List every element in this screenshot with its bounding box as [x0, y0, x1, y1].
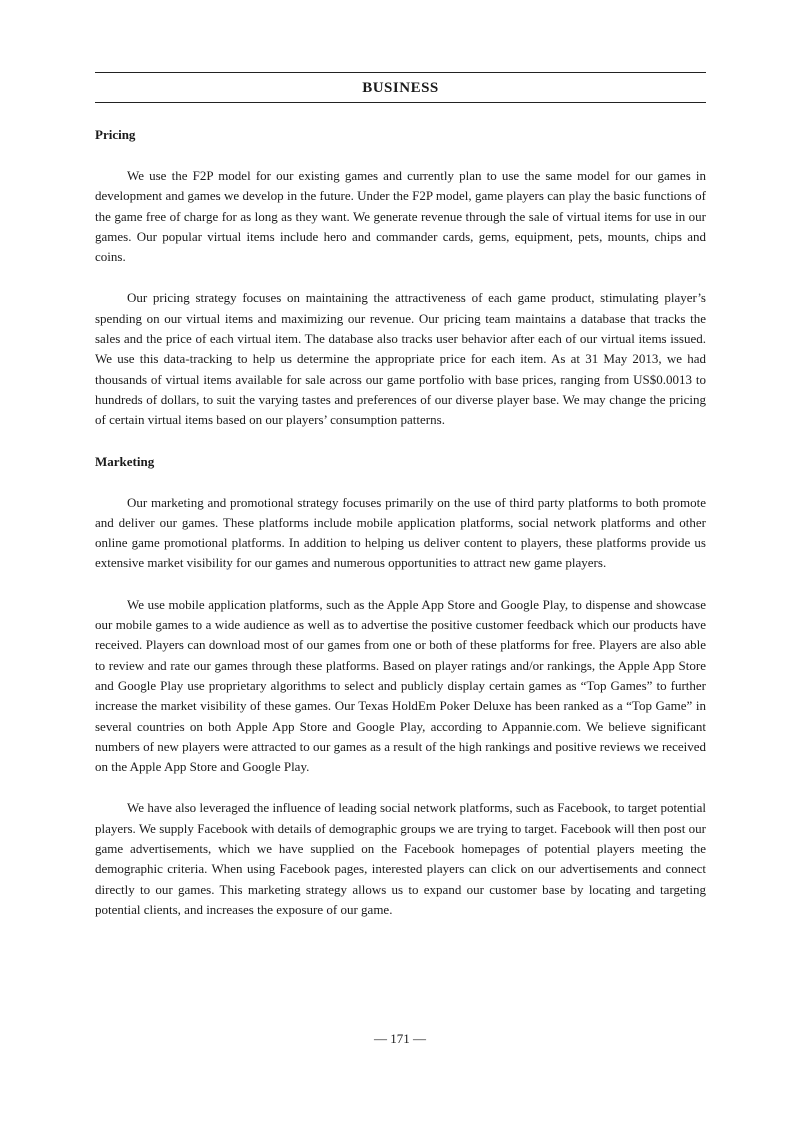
pricing-paragraph-2: Our pricing strategy focuses on maintaining the attractiveness of each game product, stimulating player’s spending on our virtual items and maximizing our revenue. Our pricing team maintains a database that tracks the sales and the price of each virtual item. The database also tracks user behavior after each of our virtual items issued. We use this data-tracking to help us determine the appropriate price for each item. As at 31 May 2013, we had thousands of virtual items available for sale across our game portfolio with base prices, ranging from US$0.0013 to hundreds of dollars, to suit the varying tastes and preferences of our diverse player base. We may change the pricing of certain virtual items based on our players’ consumption patterns. [95, 290, 706, 428]
section-heading-marketing: Marketing [95, 453, 155, 469]
document-body [95, 125, 706, 920]
pricing-paragraph-1: We use the F2P model for our existing games and currently plan to use the same model for our games in development and games we develop in the future. Under the F2P model, game players can play the basic functions of the game free of charge for as long as they want. We generate revenue through the sale of virtual items for use in our games. Our popular virtual items include hero and commander cards, gems, equipment, pets, mounts, chips and coins. [95, 168, 706, 265]
section-heading-pricing: Pricing [95, 127, 136, 142]
header-top-rule [95, 72, 706, 73]
header-bottom-rule [95, 102, 706, 103]
page-number: — 171 — [374, 1031, 426, 1046]
marketing-paragraph-1: Our marketing and promotional strategy focuses primarily on the use of third party platforms to both promote and deliver our games. These platforms include mobile application platforms, social network platforms and other online game promotional platforms. In addition to helping us deliver content to players, these platforms provide us extensive market visibility for our games and numerous opportunities to attract new game players. [95, 494, 706, 571]
marketing-paragraph-3: We have also leveraged the influence of leading social network platforms, such as Facebook, to target potential players. We supply Facebook with details of demographic groups we are trying to target. Facebook will then post our game advertisements, which we have supplied on the Facebook homepages of potential players meeting the demographic criteria. When using Facebook pages, interested players can click on our advertisements and connect directly to our games. This marketing strategy allows us to expand our customer base by locating and targeting potential clients, and increases the exposure of our game. [95, 800, 706, 917]
marketing-paragraph-2: We use mobile application platforms, such as the Apple App Store and Google Play, to dispense and showcase our mobile games to a wide audience as well as to advertise the positive customer feedback which our products have received. Players can download most of our games from one or both of these platforms for free. Players are also able to review and rate our games through these platforms. Based on player ratings and/or rankings, the Apple App Store and Google Play use proprietary algorithms to select and publicly display certain games as “Top Games” to further increase the market visibility of these games. Our Texas HoldEm Poker Deluxe has been ranked as a “Top Game” in several countries on both Apple App Store and Google Play, according to Appannie.com. We believe significant numbers of new players were attracted to our games as a result of the high rankings and positive reviews we received on the Apple App Store and Google Play. [95, 596, 706, 775]
page-header-title: BUSINESS [362, 80, 439, 96]
